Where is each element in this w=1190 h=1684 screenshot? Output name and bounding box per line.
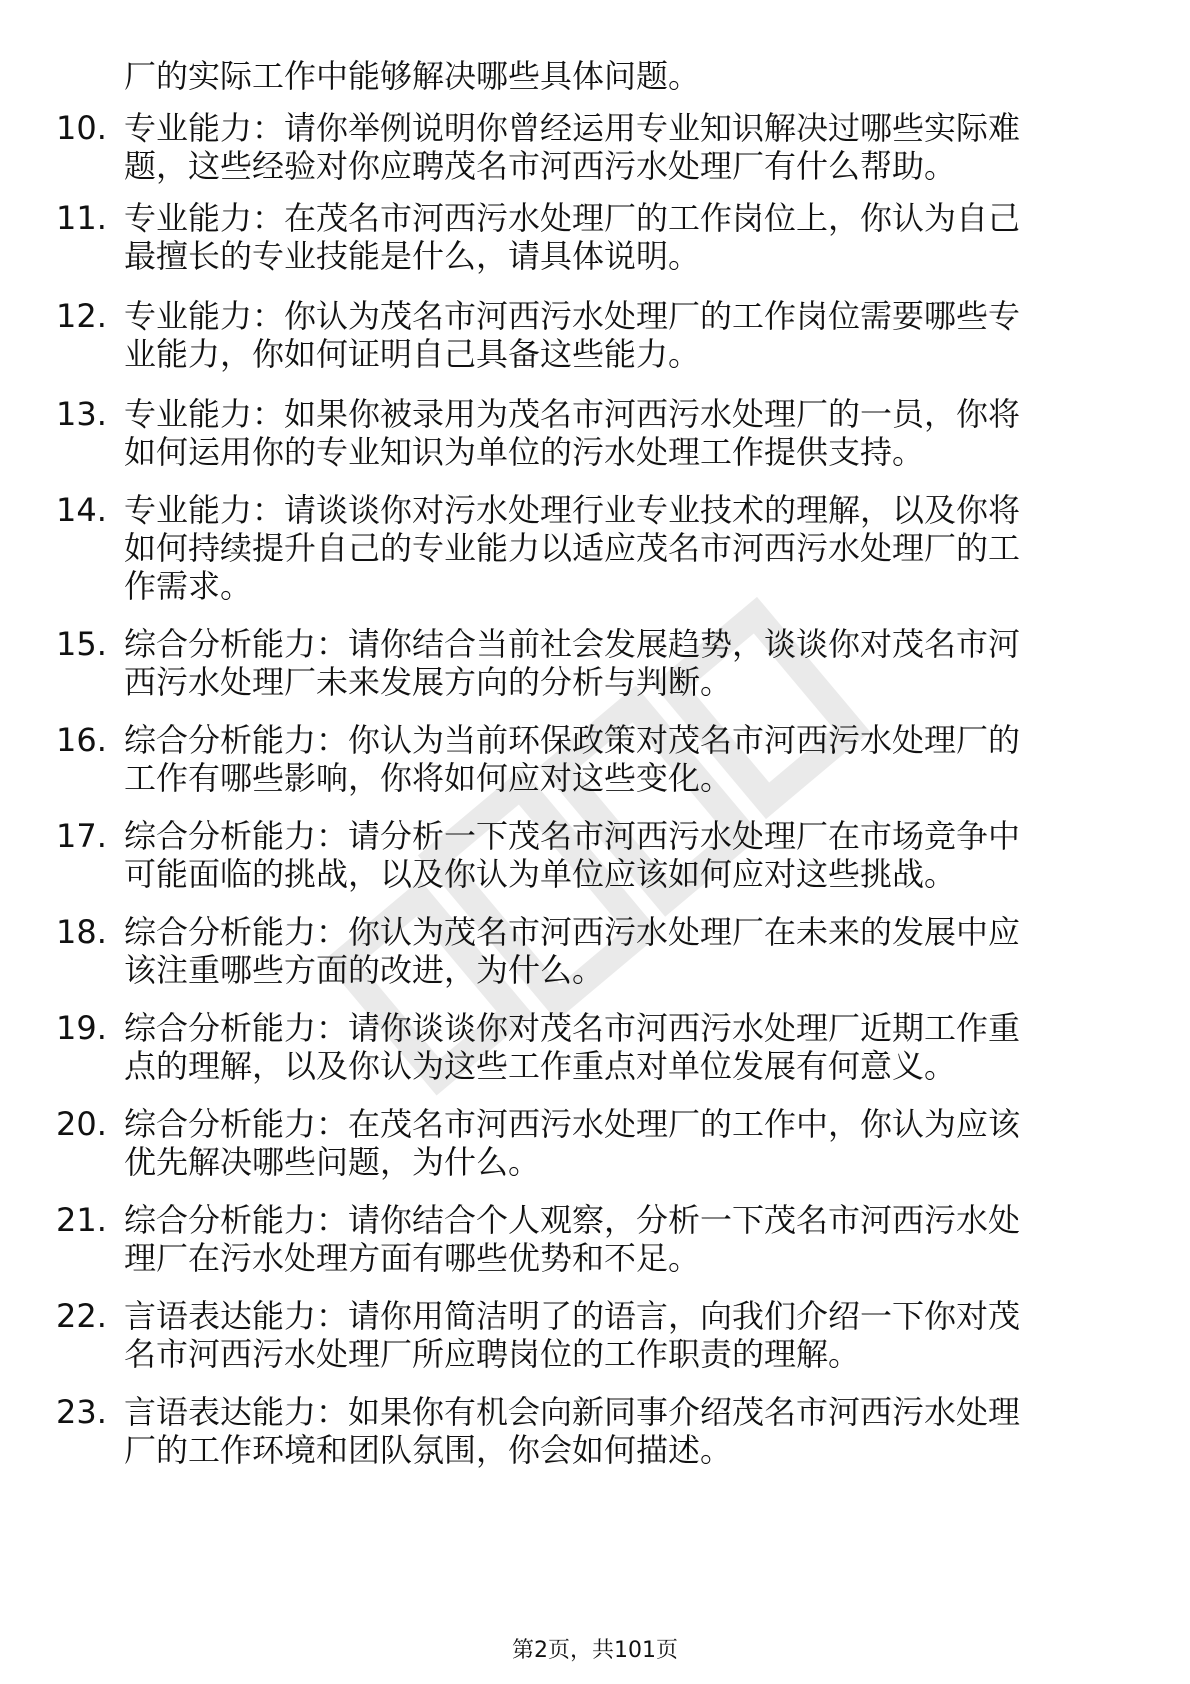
question-line: 优先解决哪些问题，为什么。 xyxy=(124,1143,541,1181)
question-line: 可能面临的挑战，以及你认为单位应该如何应对这些挑战。 xyxy=(124,855,957,893)
question-number: 14. xyxy=(56,491,107,529)
question-line: 专业能力：在茂名市河西污水处理厂的工作岗位上，你认为自己 xyxy=(124,199,1021,237)
question-number: 10. xyxy=(56,109,107,147)
question-line: 综合分析能力：你认为茂名市河西污水处理厂在未来的发展中应 xyxy=(124,913,1021,951)
question-line: 理厂在污水处理方面有哪些优势和不足。 xyxy=(124,1239,701,1277)
question-line: 综合分析能力：请你结合当前社会发展趋势，谈谈你对茂名市河 xyxy=(124,625,1021,663)
question-line: 厂的工作环境和团队氛围，你会如何描述。 xyxy=(124,1431,733,1469)
question-number: 23. xyxy=(56,1393,107,1431)
question-line: 工作有哪些影响，你将如何应对这些变化。 xyxy=(124,759,733,797)
question-line: 西污水处理厂未来发展方向的分析与判断。 xyxy=(124,663,733,701)
question-number: 12. xyxy=(56,297,107,335)
question-line: 专业能力：如果你被录用为茂名市河西污水处理厂的一员，你将 xyxy=(124,395,1021,433)
question-number: 16. xyxy=(56,721,107,759)
question-line: 专业能力：请你举例说明你曾经运用专业知识解决过哪些实际难 xyxy=(124,109,1021,147)
question-line: 综合分析能力：在茂名市河西污水处理厂的工作中，你认为应该 xyxy=(124,1105,1021,1143)
question-number: 15. xyxy=(56,625,107,663)
question-number: 21. xyxy=(56,1201,107,1239)
question-line: 言语表达能力：如果你有机会向新同事介绍茂名市河西污水处理 xyxy=(124,1393,1021,1431)
question-line: 专业能力：请谈谈你对污水处理行业专业技术的理解，以及你将 xyxy=(124,491,1021,529)
question-line: 该注重哪些方面的改进，为什么。 xyxy=(124,951,605,989)
question-line: 言语表达能力：请你用简洁明了的语言，向我们介绍一下你对茂 xyxy=(124,1297,1021,1335)
question-line: 最擅长的专业技能是什么，请具体说明。 xyxy=(124,237,701,275)
question-number: 17. xyxy=(56,817,107,855)
question-line: 如何运用你的专业知识为单位的污水处理工作提供支持。 xyxy=(124,433,925,471)
question-line: 题，这些经验对你应聘茂名市河西污水处理厂有什么帮助。 xyxy=(124,147,957,185)
question-number: 20. xyxy=(56,1105,107,1143)
question-line: 综合分析能力：请你结合个人观察，分析一下茂名市河西污水处 xyxy=(124,1201,1021,1239)
question-number: 13. xyxy=(56,395,107,433)
question-number: 11. xyxy=(56,199,107,237)
question-line: 专业能力：你认为茂名市河西污水处理厂的工作岗位需要哪些专 xyxy=(124,297,1021,335)
question-line: 作需求。 xyxy=(124,567,253,605)
question-line: 名市河西污水处理厂所应聘岗位的工作职责的理解。 xyxy=(124,1335,861,1373)
question-line: 综合分析能力：你认为当前环保政策对茂名市河西污水处理厂的 xyxy=(124,721,1021,759)
question-line: 如何持续提升自己的专业能力以适应茂名市河西污水处理厂的工 xyxy=(124,529,1021,567)
question-number: 18. xyxy=(56,913,107,951)
question-line: 综合分析能力：请分析一下茂名市河西污水处理厂在市场竞争中 xyxy=(124,817,1021,855)
page-footer: 第2页，共101页 xyxy=(512,1638,678,1663)
question-line: 综合分析能力：请你谈谈你对茂名市河西污水处理厂近期工作重 xyxy=(124,1009,1021,1047)
continuation-text: 厂的实际工作中能够解决哪些具体问题。 xyxy=(124,57,701,95)
question-number: 22. xyxy=(56,1297,107,1335)
question-number: 19. xyxy=(56,1009,107,1047)
question-line: 业能力，你如何证明自己具备这些能力。 xyxy=(124,335,701,373)
question-line: 点的理解，以及你认为这些工作重点对单位发展有何意义。 xyxy=(124,1047,957,1085)
